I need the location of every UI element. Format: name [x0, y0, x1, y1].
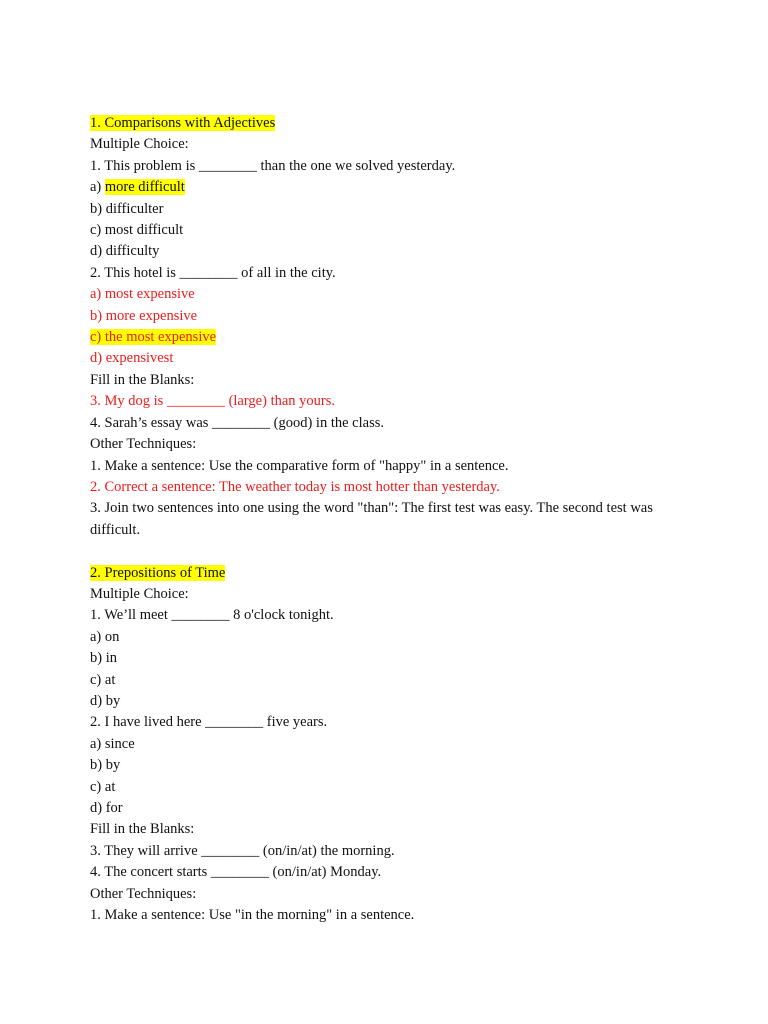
s2-q4: 4. The concert starts ________ (on/in/at) Monday. [90, 864, 382, 881]
s1-q1-option-a-answer: more difficult [104, 179, 185, 196]
section2-fill-label: Fill in the Blanks: [90, 821, 195, 838]
s2-q2-option-a: a) since [90, 735, 135, 752]
s1-q1-option-c: c) most difficult [90, 222, 184, 239]
s1-q1-option-d: d) difficulty [90, 243, 160, 260]
s2-q2-option-c: c) at [90, 778, 116, 795]
s1-technique-3: 3. Join two sentences into one using the word "than": The first test was easy. The second test was difficult. [90, 500, 653, 538]
s1-q2-option-b: b) more expensive [90, 307, 198, 324]
document-page [90, 113, 690, 926]
section1-fill-label: Fill in the Blanks: [90, 371, 195, 388]
s2-q1-option-b: b) in [90, 650, 117, 667]
section2-heading-line [90, 563, 690, 584]
s1-q4: 4. Sarah’s essay was ________ (good) in the class. [90, 414, 384, 431]
s1-technique-2: 2. Correct a sentence: The weather today is most hotter than yesterday. [90, 478, 500, 495]
s2-q1-option-c: c) at [90, 671, 116, 688]
s2-technique-1: 1. Make a sentence: Use "in the morning" in a sentence. [90, 907, 415, 924]
s1-technique-1: 1. Make a sentence: Use the comparative form of "happy" in a sentence. [90, 457, 509, 474]
s2-q1-option-a: a) on [90, 628, 120, 645]
section2-other-label: Other Techniques: [90, 885, 197, 902]
section-spacer [90, 541, 690, 562]
s2-q2-option-d: d) for [90, 799, 123, 816]
s1-q1-option-a-prefix: a) [90, 179, 105, 196]
s1-q3: 3. My dog is ________ (large) than yours. [90, 393, 335, 410]
s1-q1-stem: 1. This problem is ________ than the one we solved yesterday. [90, 157, 456, 174]
section1-mc-label: Multiple Choice: [90, 136, 189, 153]
s1-q2-option-c: c) the most expensive [90, 329, 217, 346]
s1-q2-option-d: d) expensivest [90, 350, 174, 367]
s2-q2-option-b: b) by [90, 757, 121, 774]
section1-heading-line [90, 113, 690, 134]
s2-q2-stem: 2. I have lived here ________ five years. [90, 714, 328, 731]
s1-q2-option-c-line [90, 327, 690, 348]
s1-q2-stem: 2. This hotel is ________ of all in the city. [90, 264, 336, 281]
s2-q3: 3. They will arrive ________ (on/in/at) the morning. [90, 842, 395, 859]
s1-q2-option-a: a) most expensive [90, 286, 195, 303]
s2-q1-stem: 1. We’ll meet ________ 8 o'clock tonight. [90, 607, 334, 624]
section2-heading: 2. Prepositions of Time [90, 564, 226, 581]
section1-heading: 1. Comparisons with Adjectives [90, 115, 276, 131]
s1-q1-option-a [90, 177, 690, 198]
s2-q1-option-d: d) by [90, 692, 121, 709]
section1-other-label: Other Techniques: [90, 436, 197, 453]
s1-q1-option-b: b) difficulter [90, 200, 164, 217]
section2-mc-label: Multiple Choice: [90, 585, 189, 602]
